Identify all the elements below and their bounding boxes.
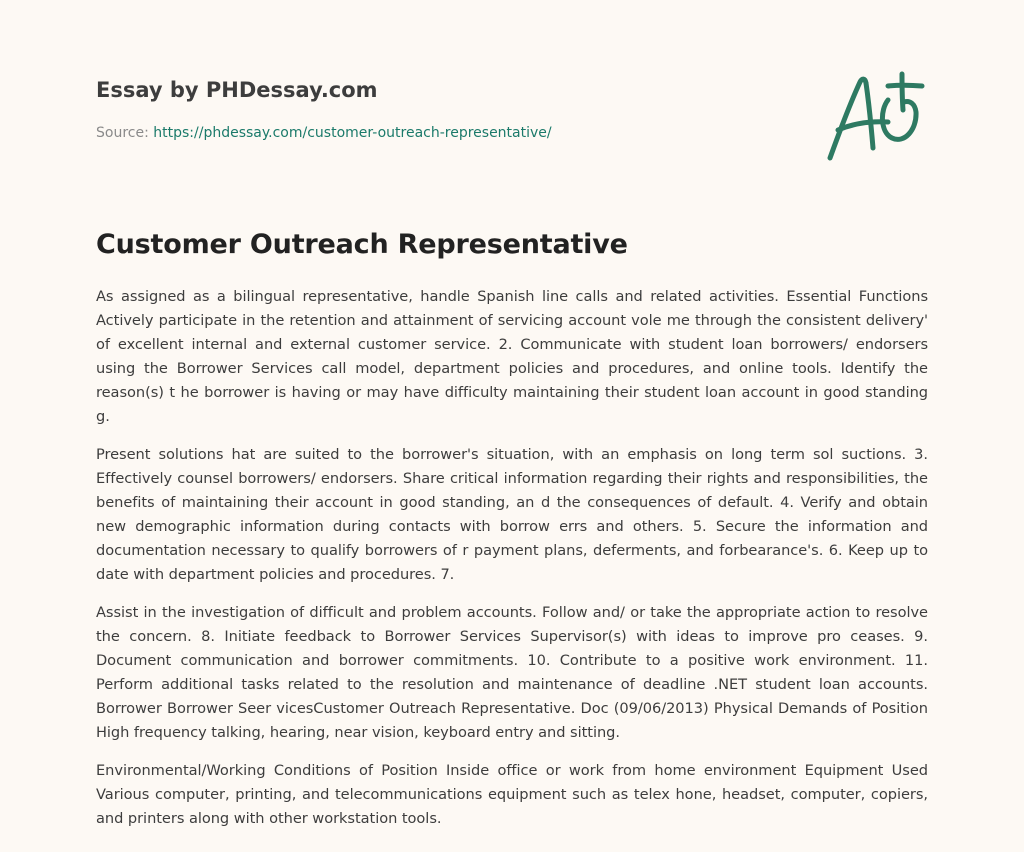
essay-paragraph: Present solutions hat are suited to the borrower's situation, with an emphasis on long term sol suctions. 3. Effectively counsel borrowers/ endorsers. Share critical information regarding their rights and responsibilities, the benefits of maintaining their account in good standing, an d the consequences of default. 4. Verify and obtain new demographic information during contacts with borrow errs and others. 5. Secure the information and documentation necessary to qualify borrowers of r payment plans, deferments, and forbearance's. 6. Keep up to date with department policies and procedures. 7. — [96, 446, 928, 583]
essay-body — [96, 285, 928, 845]
a-plus-logo-icon — [818, 66, 930, 166]
source-label: Source: — [96, 125, 154, 141]
essay-paragraph: Environmental/Working Conditions of Position Inside office or work from home environment Equipment Used Various computer, printing, and telecommunications equipment such as telex hone, headset, computer, copiers, and printers along with other workstation tools. — [96, 762, 928, 827]
page-title: Customer Outreach Representative — [96, 229, 628, 260]
source-link[interactable]: https://phdessay.com/customer-outreach-representative/ — [153, 125, 552, 141]
brand-title: Essay by PHDessay.com — [96, 78, 378, 102]
essay-paragraph: Assist in the investigation of difficult and problem accounts. Follow and/ or take the appropriate action to resolve the concern. 8. Initiate feedback to Borrower Services Supervisor(s) with ideas to improve pro ceases. 9. Document communication and borrower commitments. 10. Contribute to a positive work environment. 11. Perform additional tasks related to the resolution and maintenance of deadline .NET student loan accounts. Borrower Borrower Seer vicesCustomer Outreach Representative. Doc (09/06/2013) Physical Demands of Position High frequency talking, hearing, near vision, keyboard entry and sitting. — [96, 604, 928, 741]
essay-paragraph: As assigned as a bilingual representative, handle Spanish line calls and related activities. Essential Functions Actively participate in the retention and attainment of servicing account vole me through the consistent delivery' of excellent internal and external customer service. 2. Communicate with student loan borrowers/ endorsers using the Borrower Services call model, department policies and procedures, and online tools. Identify the reason(s) t he borrower is having or may have difficulty maintaining their student loan account in good standing g. — [96, 288, 928, 425]
source-line — [96, 124, 736, 142]
page-header — [96, 76, 736, 142]
